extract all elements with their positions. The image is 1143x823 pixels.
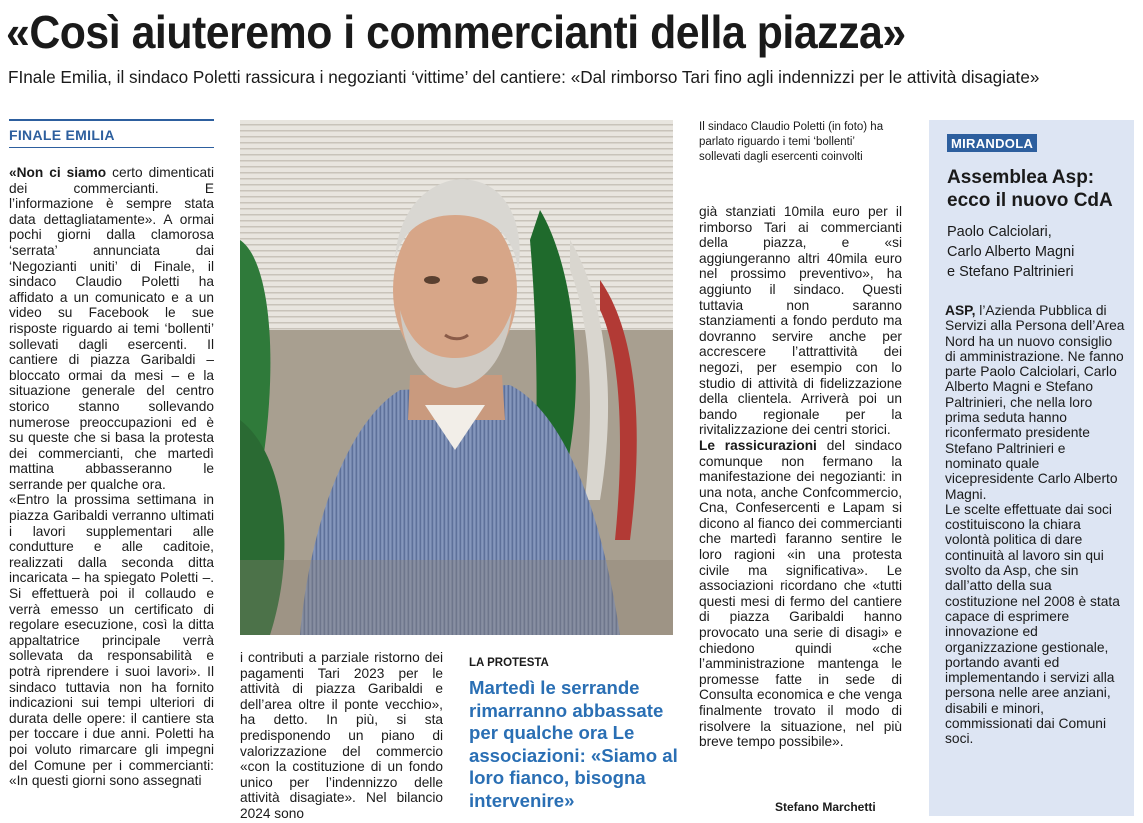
kicker-rule [9,119,214,121]
sidebar-subtitle-line-3: e Stefano Paltrinieri [947,264,1074,280]
kicker-rule-bottom [9,147,214,148]
sidebar-body [945,303,1125,747]
paragraph-1 [9,165,214,492]
photo-illustration [240,120,673,635]
sidebar-paragraph-2: Le scelte effettuate dai soci costituiscono la chiara volontà politica di dare continuità al lavoro sin qui svolto da Asp, che sin dall’atto della sua costituzione nel 2008 è stata capace di esprimere innovazione ed organizzazione gestionale, portando avanti ed implementando i servizi alla persona nelle aree anziani, disabili e minori, commissionati dai Comuni soci. [945,501,1120,747]
lead-in-2: Le rassicurazioni [699,437,817,453]
subheadline: FInale Emilia, il sindaco Poletti rassicura i negozianti ‘vittime’ del cantiere: «Dal rimborso Tari fino agli indennizzi per le attività disagiate» [8,67,1040,87]
paragraph-3: già stanziati 10mila euro per il rimborso Tari ai commercianti della piazza, e «si aggiungeranno altri 40mila euro nel prossimo preventivo», ha aggiunto il sindaco. Questi tuttavia non saranno stanziamenti a fondo perduto ma dovranno servire anche per accrescere l’attrattività dei negozi, per esempio con lo studio di attività di fidelizzazione della clientela. Arriverà poi un bando regionale per la rivitalizzazione dei centri storici. [699,204,902,438]
photo-caption: Il sindaco Claudio Poletti (in foto) ha parlato riguardo i temi ‘bollenti’ sollevati dagli esercenti coinvolti [699,121,884,163]
paragraph-2: «Entro la prossima settimana in piazza Garibaldi verranno ultimati i lavori supplementari alle condutture e alle caditoie, realizzati dalla seconda ditta incaricata – ha spiegato Poletti –. Si effettuerà poi il collaudo e verrà emesso un certificato di regolare esecuzione, così la ditta appaltatrice principale verrà sollevata da responsabilità e potrà riprendere i suoi lavori». Il sindaco tuttavia non ha fornito indicazioni sui tempi ulteriori di durata delle opere: il cantiere sta per toccare i due anni. Poletti ha poi voluto rimarcare gli impegni del Comune per i commercianti: «In questi giorni sono assegnati [9,492,214,789]
paragraph-4-text: del sindaco comunque non fermano la manifestazione dei negozianti: in una nota, anche Confcommercio, Cna, Confesercenti e Lapam si dicono al fianco dei commercianti che martedì faranno sentire le loro ragioni «in una protesta civile ma significativa». Le associazioni ricordano che «tutti questi mesi di fermo del cantiere di piazza Garibaldi hanno provocato una serie di disagi» e chiedono quindi «che l’amministrazione mantenga le promesse fatte in sede di Consulta economica e che venga finalmente trovato il modo di risolvere la situazione, nel più breve tempo possibile». [699,437,902,750]
byline: Stefano Marchetti [775,800,876,814]
kicker-finale-emilia: FINALE EMILIA [9,127,115,143]
lead-in: «Non ci siamo [9,165,107,180]
sidebar-paragraph-1 [945,303,1125,502]
article-column-2 [240,650,443,822]
protesta-title: Martedì le serrande rimarranno abbassate per qualche ora Le associazioni: «Siamo al loro fianco, bisogna intervenire» [469,677,678,811]
sidebar-title: Assemblea Asp: ecco il nuovo CdA [947,167,1113,211]
column-2-text: i contributi a parziale ristorno dei pagamenti Tari 2023 per le attività di piazza Garibaldi e dell’area oltre il ponte vecchio», ha detto. In più, si sta predisponendo un piano di valorizzazione del commercio «con la costituzione di un fondo unico per l’indennizzo delle attività disagiate». Nel bilancio 2024 sono [240,650,443,821]
paragraph-1-text: certo dimenticati dei commercianti. E l’informazione è sempre stata data dettagliatamente». A ormai pochi giorni dalla clamorosa ‘serrata’ annunciata dai ‘Negozianti uniti’ di Finale, il sindaco Claudio Poletti ha affidato a un comunicato e a un video su Facebook le sue risposte riguardo ai temi ‘bollenti’ sollevati dagli esercenti. Il cantiere di piazza Garibaldi – bloccato ormai da mesi – e la situazione generale del centro storico stanno sollevando numerose preoccupazioni ed è su queste che si basa la protesta dei commercianti, che martedì mattina abbasseranno le serrande per qualche ora. [9,165,214,492]
mayor-photo [240,120,673,635]
sidebar-subtitle-line-1: Paolo Calciolari, [947,224,1052,240]
paragraph-4 [699,438,902,750]
sidebar-paragraph-1-text: l’Azienda Pubblica di Servizi alla Persona dell’Area Nord ha un nuovo consiglio di amministrazione. Ne fanno parte Paolo Calciolari, Carlo Alberto Magni e Stefano Paltrinieri, che nella loro prima seduta hanno riconfermato presidente Stefano Paltrinieri e nominato quale vicepresidente Carlo Alberto Magni. [945,303,1125,502]
article-column-3 [699,204,902,750]
sidebar-tag: MIRANDOLA [947,134,1037,152]
sidebar-lead-in: ASP, [945,303,976,318]
sidebar-subtitle-line-2: Carlo Alberto Magni [947,244,1075,260]
article-column-1 [9,165,214,789]
protesta-label: LA PROTESTA [469,657,549,669]
sidebar-subtitle [947,222,1127,282]
headline: «Così aiuteremo i commercianti della piazza» [6,6,906,58]
